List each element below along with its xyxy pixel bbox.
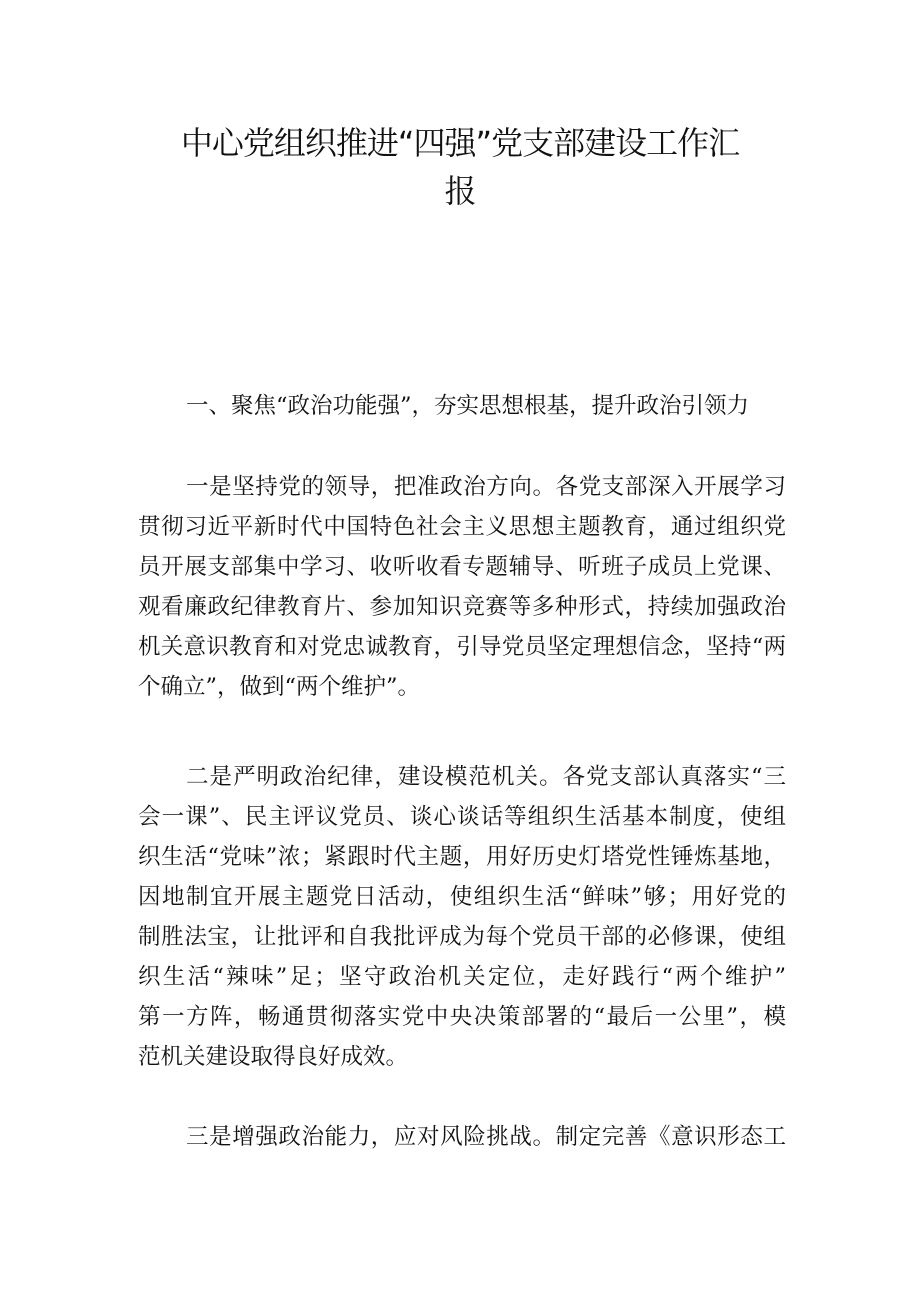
document-title-line-2: 报 (444, 172, 476, 210)
paragraph-line: 织生活“党味”浓；紧跟时代主题，用好历史灯塔党性锤炼基地， (138, 844, 786, 870)
document-title-line-1: 中心党组织推进“四强”党支部建设工作汇 (180, 124, 740, 162)
paragraph-line: 二是严明政治纪律，建设模范机关。各党支部认真落实“三 (186, 764, 786, 790)
paragraph-line: 员开展支部集中学习、收听收看专题辅导、听班子成员上党课、 (138, 554, 786, 580)
paragraph-line: 因地制宜开展主题党日活动，使组织生活“鲜味”够；用好党的 (138, 884, 786, 910)
paragraph-line: 织生活“辣味”足；坚守政治机关定位，走好践行“两个维护” (138, 964, 786, 990)
paragraph-line: 制胜法宝，让批评和自我批评成为每个党员干部的必修课，使组 (138, 924, 786, 950)
paragraph-line: 会一课”、民主评议党员、谈心谈话等组织生活基本制度，使组 (138, 804, 786, 830)
paragraph-line: 贯彻习近平新时代中国特色社会主义思想主题教育，通过组织党 (138, 514, 786, 540)
paragraph-line: 三是增强政治能力，应对风险挑战。制定完善《意识形态工 (186, 1124, 786, 1150)
paragraph-line: 个确立”，做到“两个维护”。 (138, 674, 421, 700)
paragraph-line: 机关意识教育和对党忠诚教育，引导党员坚定理想信念，坚持“两 (138, 634, 786, 660)
paragraph-line: 一是坚持党的领导，把准政治方向。各党支部深入开展学习 (186, 474, 786, 500)
section-heading: 一、聚焦“政治功能强”，夯实思想根基，提升政治引领力 (186, 393, 750, 419)
paragraph-line: 第一方阵，畅通贯彻落实党中央决策部署的“最后一公里”，模 (138, 1004, 786, 1030)
paragraph-line: 观看廉政纪律教育片、参加知识竞赛等多种形式，持续加强政治 (138, 594, 786, 620)
paragraph-line: 范机关建设取得良好成效。 (138, 1044, 409, 1070)
